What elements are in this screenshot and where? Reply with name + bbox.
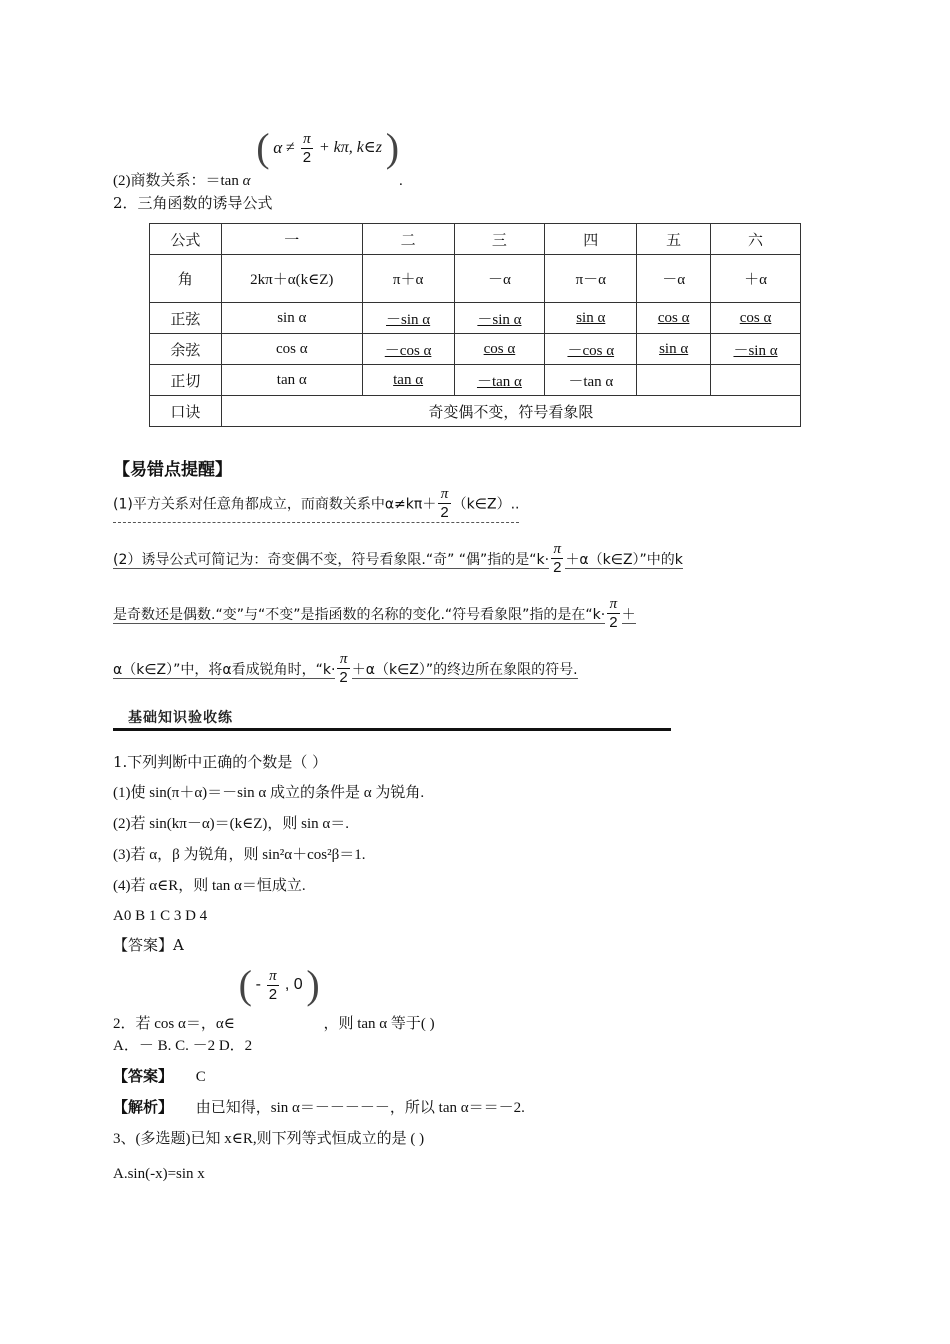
two: 2 [440,504,449,521]
cond-alpha: α [273,138,283,157]
q3-stem: 3、(多选题)已知 x∈R,则下列等式恒成立的是 ( ) [113,1131,425,1147]
header-cell: 六 [711,224,801,255]
pi: π [269,967,277,984]
reminder-point-2-end [113,650,578,687]
table-cell: －cos α [362,334,454,365]
table-row [150,303,801,334]
row-label: 正切 [150,365,222,396]
section-divider [113,728,671,731]
table-row [150,396,801,427]
reminder-p4-a: α（k∈Z）”中，将α看成锐角时，“k· [113,661,336,678]
row-label: 余弦 [150,334,222,365]
pi: π [553,541,562,557]
right-paren: ) [306,962,320,1007]
table-cell: tan α [221,365,362,396]
table-cell: ＋α [711,255,801,303]
q3-option-a: A.sin(-x)=sin x [113,1166,205,1182]
cond-fraction [301,130,313,167]
cond-rest: + kπ, k∈z [318,139,382,156]
pi-over-two [438,485,450,522]
header-cell: 二 [362,224,454,255]
two: 2 [339,669,348,686]
analysis-label: 【解析】 [113,1098,174,1116]
table-cell: －tan α [454,365,545,396]
q2-interval [238,962,320,1007]
q1-statement-1: (1)使 sin(π＋α)＝－sin α 成立的条件是 α 为锐角. [113,785,425,801]
pi: π [339,651,348,667]
pi-over-two [337,650,349,687]
q2-answer [113,1066,206,1087]
table-cell: －sin α [362,303,454,334]
q1-answer: 【答案】A [113,936,184,954]
analysis-text: 由已知得，sin α＝－－－－－，所以 tan α＝＝－2. [195,1100,525,1116]
table-cell [637,365,711,396]
q2-options: A．－ B. C. －2 D．2 [113,1038,253,1054]
pi-over-two [607,595,619,632]
q2-stem-b: ，则 tan α 等于( ) [323,1016,435,1033]
table-cell: cos α [221,334,362,365]
two: 2 [268,985,278,1003]
reminder-p1-a: (1)平方关系对任意角都成立，而商数关系中α≠kπ＋ [113,496,437,513]
table-cell: －α [637,255,711,303]
table-row [150,224,801,255]
header-cell: 四 [545,224,637,255]
q2-analysis [113,1097,525,1118]
quotient-period: . [399,173,403,190]
section-title-induction: 2．三角函数的诱导公式 [113,194,273,212]
left-paren: ( [256,125,270,170]
table-cell: 2kπ＋α(k∈Z) [221,255,362,303]
q1-statement-4: (4)若 α∈R，则 tan α＝恒成立. [113,878,306,894]
q1-stem: 1.下列判断中正确的个数是（ ） [113,753,328,771]
mnemonic-cell: 奇变偶不变，符号看象限 [221,396,800,427]
right-paren: ) [385,125,400,170]
reminder-p1-b: （k∈Z）.. [452,496,520,513]
q2-stem [113,962,435,1033]
quotient-condition [256,125,400,170]
pi: π [609,596,618,612]
table-cell: －tan α [545,365,637,396]
answer-label: 【答案】 [113,1067,174,1085]
table-cell: π＋α [362,255,454,303]
table-cell: －α [454,255,545,303]
table-cell: cos α [637,303,711,334]
quotient-relation [113,125,403,190]
reminder-p2-a: (2）诱导公式可简记为：奇变偶不变，符号看象限.“奇” “偶”指的是“k· [113,551,550,568]
table-cell: －sin α [711,334,801,365]
reminder-point-2-cont [113,595,636,632]
q2-stem-a: 2．若 cos α＝，α∈ [113,1016,235,1033]
row-label: 角 [150,255,222,303]
answer-value: C [195,1069,206,1085]
reminder-point-1 [113,485,519,523]
table-cell: sin α [221,303,362,334]
interval-fraction [267,967,279,1004]
reminder-title: 【易错点提醒】 [113,460,232,480]
table-cell [711,365,801,396]
cond-neq: ≠ [285,139,299,156]
quotient-prefix: (2)商数关系：＝tan [113,173,243,190]
table-row [150,365,801,396]
reminder-p3-b: ＋ [621,606,636,623]
table-cell: cos α [454,334,545,365]
reminder-point-2 [113,540,683,577]
header-cell: 公式 [150,224,222,255]
pi-over-two [551,540,563,577]
row-label: 口诀 [150,396,222,427]
table-cell: sin α [637,334,711,365]
table-row [150,255,801,303]
header-cell: 一 [221,224,362,255]
table-cell: cos α [711,303,801,334]
q1-statement-3: (3)若 α，β 为锐角，则 sin²α＋cos²β＝1. [113,847,366,863]
table-cell: －cos α [545,334,637,365]
quotient-alpha: α [242,173,251,190]
two: 2 [553,559,562,576]
reminder-p2-b: ＋α（k∈Z）”中的k [565,551,683,568]
header-cell: 三 [454,224,545,255]
table-cell: －sin α [454,303,545,334]
table-cell: π－α [545,255,637,303]
table-cell: tan α [362,365,454,396]
interval-minus: - [255,976,261,993]
header-cell: 五 [637,224,711,255]
interval-zero: , 0 [284,976,303,993]
left-paren: ( [238,962,252,1007]
two: 2 [609,614,618,631]
pi: π [440,486,449,502]
cond-pi: π [303,130,311,147]
section-header: 基础知识验收练 [128,710,233,726]
q1-options: A0 B 1 C 3 D 4 [113,908,208,924]
cond-two: 2 [302,148,312,166]
table-row [150,334,801,365]
table-cell: sin α [545,303,637,334]
reminder-p3-a: 是奇数还是偶数.“变”与“不变”是指函数的名称的变化.“符号看象限”指的是在“k· [113,606,606,623]
q1-statement-2: (2)若 sin(kπ－α)＝(k∈Z)，则 sin α＝. [113,816,350,832]
row-label: 正弦 [150,303,222,334]
reminder-p4-b: ＋α（k∈Z）”的终边所在象限的符号. [351,661,578,678]
induction-formula-table [149,223,801,427]
